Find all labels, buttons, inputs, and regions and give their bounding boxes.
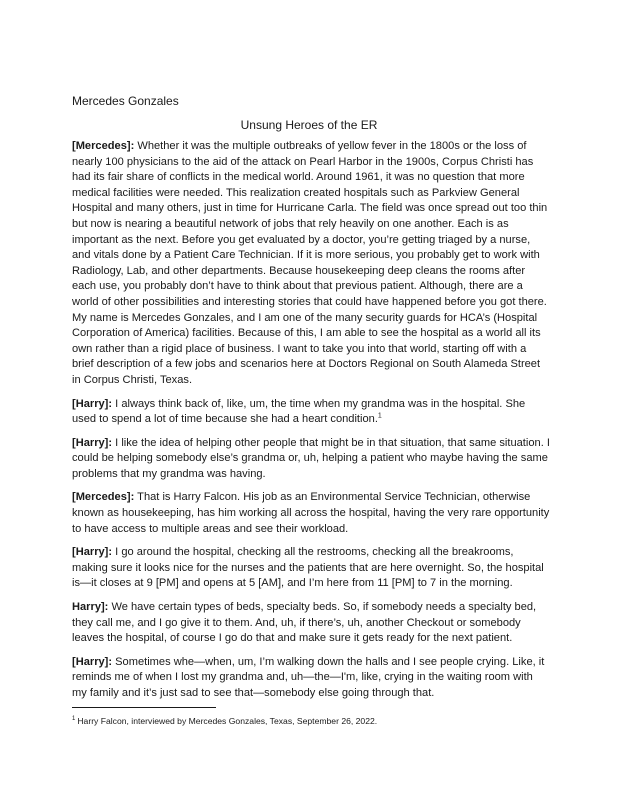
footnote [72,716,377,727]
paragraph-text: I like the idea of helping other people that might be in that situation, that same situation. I could be helping somebody else’s grandma or, uh, helping a patient who maybe having the same problems that my grandma was having. [72,436,550,480]
author-name: Mercedes Gonzales [72,94,179,108]
footnote-divider [72,707,216,708]
speaker-label: [Harry]: [72,655,113,668]
paragraph [72,436,550,483]
paragraph [72,490,550,537]
footnote-reference[interactable]: 1 [377,412,382,420]
footnote-number: 1 [72,716,76,723]
paragraph [72,397,550,428]
speaker-label: [Mercedes]: [72,491,135,504]
speaker-label: [Harry]: [72,436,113,449]
paragraph [72,545,550,592]
paragraph-text: I go around the hospital, checking all the restrooms, checking all the breakrooms, making sure it looks nice for the nurses and the patients that are here overnight. So, the hospital is—it closes at 9 [PM] and opens at 5 [AM], and I’m here from 11 [PM] to 7 in the morning. [72,546,544,590]
paragraph [72,655,550,702]
speaker-label: Harry]: [72,601,109,614]
paragraph-text: Whether it was the multiple outbreaks of yellow fever in the 1800s or the loss of nearly 100 physicians to the aid of the attack on Pearl Harbor in the 1900s, Corpus Christi has had its fair share of conflicts in the medical world. Around 1961, it was no question that more medical facilities were needed. This realization created hospitals such as Parkview General Hospital and many others, just in time for Hurricane Carla. The field was once spread out too thin but now is nearing a beautiful network of jobs that rely heavily on one another. Each is as important as the next. Before you get evaluated by a doctor, you’re getting triaged by a nurse, and vitals done by a Patient Care Technician. If it is more serious, you probably get to work with Radiology, Lab, and other departments. Because housekeeping deep cleans the rooms after each use, you probably don’t have to think about that previous patient. Although, there are a world of other possibilities and interesting stories that could have happened before you got there. My name is Mercedes Gonzales, and I am one of the many security guards for HCA’s (Hospital Corporation of America) facilities. Because of this, I am able to see the hospital as a world all its own rather than a rigid place of business. I want to take you into that world, starting off with a brief description of a few jobs and scenarios here at Doctors Regional on South Alameda Street in Corpus Christi, Texas. [72,140,548,386]
speaker-label: [Harry]: [72,546,113,559]
paragraph-text: Sometimes whe—when, um, I’m walking down the halls and I see people crying. Like, it reminds me of when I lost my grandma and, uh—the—I'm, like, crying in the waiting room with my family and it’s just sad to see that—somebody else going through that. [72,655,545,699]
transcript-body [72,139,550,710]
paragraph [72,600,550,647]
paragraph-text: We have certain types of beds, specialty beds. So, if somebody needs a specialty bed, they call me, and I go give it to them. And, uh, if there’s, uh, another Checkout or somebody leaves the hospital, of course I go do that and make sure it gets ready for the next patient. [72,601,537,645]
speaker-label: [Harry]: [72,397,113,410]
footnote-text: Harry Falcon, interviewed by Mercedes Gonzales, Texas, September 26, 2022. [77,716,378,726]
paragraph [72,139,550,389]
paragraph-text: I always think back of, like, um, the time when my grandma was in the hospital. She used to spend a lot of time because she had a heart condition. [72,397,526,426]
paragraph-text: That is Harry Falcon. His job as an Environmental Service Technician, otherwise known as housekeeping, has him working all across the hospital, having the very rare opportunity to have access to multiple areas and see their workload. [72,491,550,535]
document-title: Unsung Heroes of the ER [240,118,378,132]
speaker-label: [Mercedes]: [72,140,135,152]
